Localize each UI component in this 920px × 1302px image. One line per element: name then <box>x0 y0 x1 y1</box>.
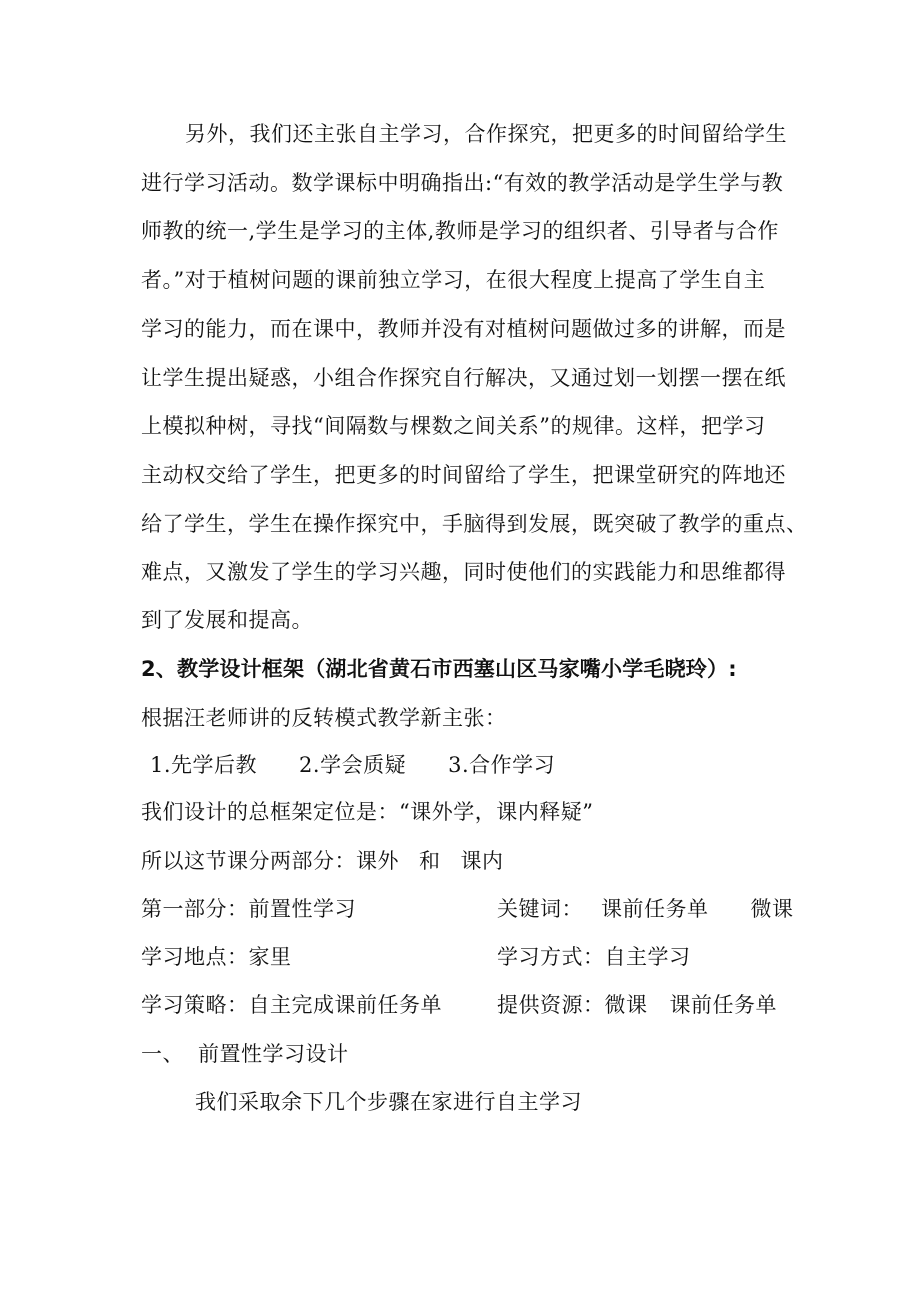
parts-inside: 课内 <box>460 849 504 873</box>
sub-heading-line <box>141 1042 349 1066</box>
points-line <box>150 753 555 777</box>
row-1-value-2: 微课 <box>750 897 794 921</box>
row-2-value-1: 自主学习 <box>604 945 691 969</box>
paragraph-line-9: 给了学生，学生在操作探究中，手脑得到发展，既突破了教学的重点、 <box>141 512 808 536</box>
row-1-right <box>497 897 794 921</box>
row-1-left: 第一部分：前置性学习 <box>141 897 356 921</box>
row-1-value-1: 课前任务单 <box>601 897 709 921</box>
row-3-right <box>497 993 777 1017</box>
row-3-value-2: 课前任务单 <box>669 993 777 1017</box>
paragraph-line-11: 到了发展和提高。 <box>141 608 313 632</box>
paragraph-line-7: 上模拟种树，寻找“间隔数与棵数之间关系”的规律。这样，把学习 <box>141 414 766 438</box>
section-heading: 2、教学设计框架（湖北省黄石市西塞山区马家嘴小学毛晓玲）: <box>141 657 737 681</box>
row-1-right-label: 关键词： <box>497 897 583 921</box>
paragraph-line-6: 让学生提出疑惑，小组合作探究自行解决，又通过划一划摆一摆在纸 <box>141 366 786 390</box>
steps-intro: 我们采取余下几个步骤在家进行自主学习 <box>195 1090 582 1114</box>
row-2-right-label: 学习方式： <box>497 945 605 969</box>
row-3-value-1: 微课 <box>604 993 648 1017</box>
point-2: 2.学会质疑 <box>299 753 407 777</box>
section-intro: 根据汪老师讲的反转模式教学新主张： <box>141 706 507 730</box>
row-3-left: 学习策略：自主完成课前任务单 <box>141 993 442 1017</box>
point-3: 3.合作学习 <box>448 753 556 777</box>
sub-heading-number: 一、 <box>141 1042 184 1066</box>
parts-line <box>141 849 504 873</box>
paragraph-line-5: 学习的能力，而在课中，教师并没有对植树问题做过多的讲解，而是 <box>141 317 786 341</box>
paragraph-line-1: 另外，我们还主张自主学习，合作探究，把更多的时间留给学生 <box>185 122 787 146</box>
paragraph-line-4: 者。”对于植树问题的课前独立学习，在很大程度上提高了学生自主 <box>141 268 766 292</box>
paragraph-line-2: 进行学习活动。数学课标中明确指出:“有效的教学活动是学生学与教 <box>141 171 784 195</box>
paragraph-line-10: 难点，又激发了学生的学习兴趣，同时使他们的实践能力和思维都得 <box>141 560 786 584</box>
paragraph-line-8: 主动权交给了学生，把更多的时间留给了学生，把课堂研究的阵地还 <box>141 463 786 487</box>
framework-line: 我们设计的总框架定位是：“课外学，课内释疑” <box>141 800 594 824</box>
sub-heading: 前置性学习设计 <box>198 1042 349 1066</box>
row-3-right-label: 提供资源： <box>497 993 605 1017</box>
point-1: 1.先学后教 <box>150 753 258 777</box>
parts-and: 和 <box>419 849 441 873</box>
paragraph-line-3: 师教的统一,学生是学习的主体,教师是学习的组织者、引导者与合作 <box>141 219 779 243</box>
row-2-left: 学习地点：家里 <box>141 945 292 969</box>
row-2-right <box>497 945 691 969</box>
parts-label: 所以这节课分两部分：课外 <box>141 849 399 873</box>
